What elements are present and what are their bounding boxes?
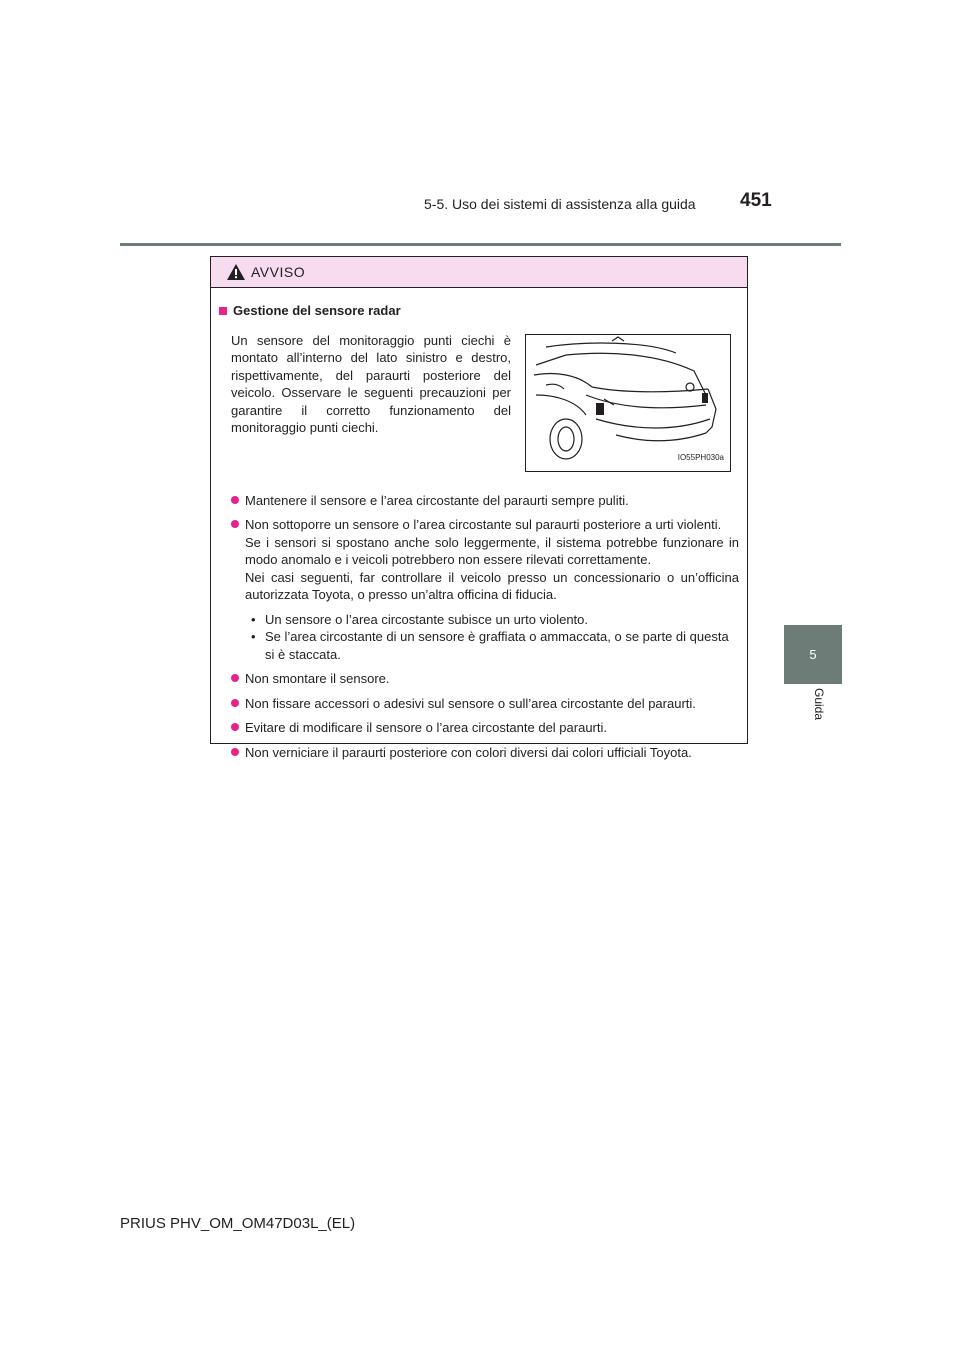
chapter-label: Guida [812,688,826,721]
bullet-text: Mantenere il sensore e l’area circostante del paraurti sempre puliti. [245,492,629,508]
round-bullet-icon [231,520,239,528]
bullet-continuation: Se i sensori si spostano anche solo leggermente, il sistema potrebbe funzionare in modo anomalo e i veicoli potrebbero non essere rilevati correttamente. [245,534,739,567]
bullet-text: Evitare di modificare il sensore o l’area circostante del paraurti. [245,720,608,735]
round-bullet-icon [231,723,239,731]
sub-bullet: • [251,611,256,627]
warning-triangle-icon [227,264,245,280]
figure-code: IO55PH030a [677,453,724,462]
round-bullet-icon [231,748,239,756]
sub-list-item [251,628,739,663]
round-bullet-icon [231,674,239,682]
chapter-tab [784,625,842,684]
round-bullet-icon [231,496,239,504]
rear-bumper-figure [525,334,731,472]
bullet-body [245,516,739,604]
list-item [219,516,739,604]
round-bullet-icon [231,699,239,707]
list-item [219,670,739,688]
warning-content [211,288,747,761]
list-item [219,719,739,737]
subheading [219,302,739,320]
chapter-number: 5 [809,647,817,662]
sub-bullet: • [251,629,256,644]
intro-paragraph: Un sensore del monitoraggio punti ciechi è montato all’interno del lato sinistro e destro, rispettivamente, del paraurti posteriore del veicolo. Osservare le seguenti precauzioni per garantire il corretto funzionamento del monitoraggio punti ciechi. [231,332,511,435]
list-item [219,744,739,762]
sub-list-item [251,611,739,629]
list-item [219,695,739,713]
warning-box [210,256,748,760]
sub-item-text: Un sensore o l’area circostante subisce un urto violento. [265,611,589,627]
warning-header [211,257,747,288]
bullet-continuation: Nei casi seguenti, far controllare il veicolo presso un concessionario o un’officina autorizzata Toyota, o presso un’altra officina di fiducia. [245,569,739,602]
bullet-text: Non verniciare il paraurti posteriore con colori diversi dai colori ufficiali Toyota. [245,744,692,760]
bullet-list [219,492,739,762]
car-rear-illustration [526,335,730,461]
header-section-title: 5-5. Uso dei sistemi di assistenza alla guida [424,196,696,212]
warning-title: AVVISO [251,264,306,280]
bullet-text: Non sottoporre un sensore o l’area circostante sul paraurti posteriore a urti violenti. [245,517,722,532]
subheading-text: Gestione del sensore radar [233,303,401,318]
bullet-text: Non fissare accessori o adesivi sul sensore o sull’area circostante del paraurti. [245,695,696,711]
footer-document-code: PRIUS PHV_OM_OM47D03L_(EL) [120,1215,356,1232]
sub-item-text: Se l’area circostante di un sensore è graffiata o ammaccata, o se parte di questa si è staccata. [265,629,729,662]
list-item [219,492,739,510]
square-bullet-icon [219,307,227,315]
bullet-text: Non smontare il sensore. [245,671,390,686]
header-rule [120,243,841,246]
sub-list [251,611,739,664]
intro-row [219,332,739,472]
page-number: 451 [740,190,772,211]
